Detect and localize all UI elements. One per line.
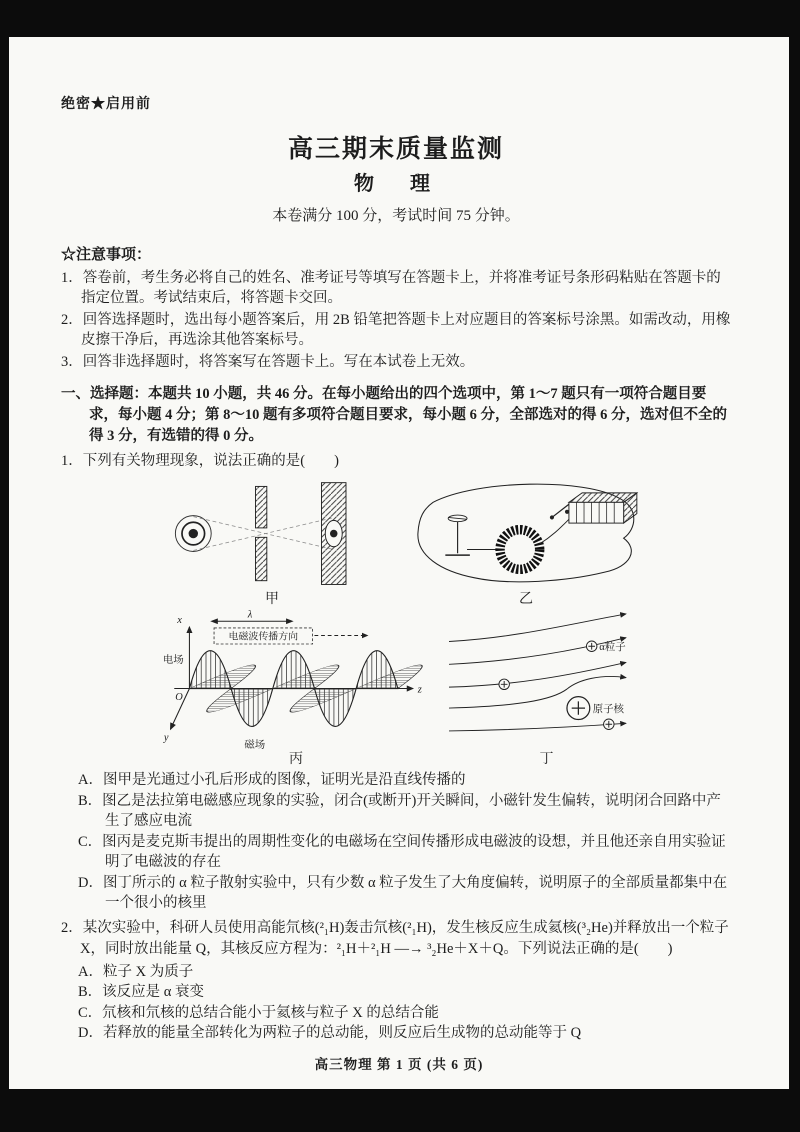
alpha-particle-marker bbox=[604, 719, 614, 729]
alpha-particle-label: α粒子 bbox=[599, 642, 626, 654]
compass-stand-icon bbox=[445, 515, 470, 555]
q1-option-d: D．图丁所示的 α 粒子散射实验中，只有少数 α 粒子发生了大角度偏转，说明原子的全部质量都集中在一个很小的核里 bbox=[78, 874, 728, 911]
electric-field-label: 电场 bbox=[162, 654, 184, 666]
alpha-particle-marker bbox=[586, 641, 596, 651]
coil-icon bbox=[500, 530, 540, 570]
x-axis-label: x bbox=[177, 615, 182, 627]
notice-section bbox=[61, 245, 731, 372]
light-source-icon bbox=[175, 516, 211, 552]
q1-option-a: A．图甲是光通过小孔后形成的图像，证明光是沿直线传播的 bbox=[78, 772, 466, 788]
alpha-trajectory bbox=[449, 662, 626, 687]
exam-subject: 物 理 bbox=[354, 173, 438, 195]
alpha-scattering-diagram bbox=[449, 609, 644, 752]
notice-item-2: 2．回答选择题时，选出每小题答案后，用 2B 铅笔把答题卡上对应题目的答案标号涂黑。如需改动，用橡皮擦干净后，再选涂其他答案标号。 bbox=[61, 312, 731, 348]
q1-option-b: B．图乙是法拉第电磁感应现象的实验，闭合(或断开)开关瞬间，小磁针发生偏转，说明闭合回路中产生了感应电流 bbox=[78, 792, 721, 829]
q2-option-c: C．氘核和氘核的总结合能小于氦核与粒子 X 的总结合能 bbox=[78, 1004, 439, 1021]
notice-item-3: 3．回答非选择题时，将答案写在答题卡上。写在本试卷上无效。 bbox=[61, 354, 475, 370]
origin-label: O bbox=[175, 691, 183, 703]
nucleus-label: 原子核 bbox=[592, 703, 625, 715]
figure-ding-alpha-scattering bbox=[449, 609, 644, 768]
q1-option-c: C．图丙是麦克斯韦提出的周期性变化的电磁场在空间传播形成电磁波的设想，并且他还亲自用实验证明了电磁波的存在 bbox=[78, 833, 726, 870]
question2-options bbox=[78, 962, 731, 1044]
switch-icon bbox=[550, 504, 569, 519]
figure-yi-induction bbox=[401, 474, 651, 608]
question1-stem: 1．下列有关物理现象，说法正确的是( ) bbox=[61, 453, 339, 469]
z-axis-label: z bbox=[417, 684, 422, 696]
question2 bbox=[61, 918, 731, 1044]
figure-bing-label: 丙 bbox=[289, 752, 303, 767]
exam-title: 高三期末质量监测 bbox=[287, 136, 504, 163]
notice-header: ☆注意事项： bbox=[61, 247, 152, 263]
exam-info-line: 本卷满分 100 分，考试时间 75 分钟。 bbox=[272, 208, 520, 224]
y-axis-label: y bbox=[163, 732, 169, 744]
figure-yi-label: 乙 bbox=[519, 592, 533, 607]
alpha-trajectory bbox=[449, 614, 626, 642]
image-screen-icon bbox=[321, 483, 346, 585]
figure-row-2 bbox=[161, 608, 731, 768]
battery-icon bbox=[569, 493, 637, 523]
notice-item-1: 1．答卷前，考生务必将自己的姓名、准考证号等填写在答题卡上，并将准考证号条形码粘贴在答题卡的指定位置。考试结束后，将答题卡交回。 bbox=[61, 270, 721, 306]
em-wave-diagram bbox=[161, 608, 431, 752]
wave-direction-label: 电磁波传播方向 bbox=[228, 631, 299, 643]
page-footer: 高三物理 第 1 页 (共 6 页) bbox=[314, 1057, 484, 1072]
pinhole-imaging-diagram bbox=[161, 477, 383, 592]
classification-label: 绝密★启用前 bbox=[61, 97, 151, 112]
paper-area bbox=[9, 37, 789, 1089]
lambda-label: λ bbox=[247, 609, 253, 621]
q2-option-d: D．若释放的能量全部转化为两粒子的总动能，则反应后生成物的总动能等于 Q bbox=[78, 1025, 582, 1041]
alpha-trajectory bbox=[449, 723, 626, 731]
figure-row-1 bbox=[161, 474, 731, 608]
question1-figures bbox=[161, 474, 731, 768]
figure-bing-em-wave bbox=[161, 608, 431, 768]
question1-options bbox=[78, 770, 731, 914]
question2-stem: 2．某次实验中，科研人员使用高能氘核(²₁H)轰击氘核(²₁H)，发生核反应生成氦核(³₂He)并释放出一个粒子 X，同时放出能量 Q，其核反应方程为：²₁H＋²₁H ―→ ³₂He＋X＋Q。下列说法正确的是( ) bbox=[61, 919, 729, 957]
figure-jia-pinhole bbox=[161, 477, 383, 608]
faraday-induction-diagram bbox=[401, 474, 651, 592]
figure-jia-label: 甲 bbox=[265, 592, 279, 607]
q2-option-a: A．粒子 X 为质子 bbox=[78, 963, 194, 980]
nucleus-marker bbox=[567, 697, 590, 720]
magnetic-field-label: 磁场 bbox=[244, 740, 266, 752]
figure-ding-label: 丁 bbox=[539, 752, 554, 767]
q2-option-b: B．该反应是 α 衰变 bbox=[78, 984, 205, 1000]
section1-header: 一、选择题：本题共 10 小题，共 46 分。在每小题给出的四个选项中，第 1～7 题只有一项符合题目要求，每小题 4 分；第 8～10 题有多项符合题目要求，每小题 6 分，全部选对的得 6 分，选对但不全的得 3 分，有选错的得 0 分。 bbox=[61, 386, 727, 444]
alpha-particle-marker bbox=[499, 679, 509, 689]
